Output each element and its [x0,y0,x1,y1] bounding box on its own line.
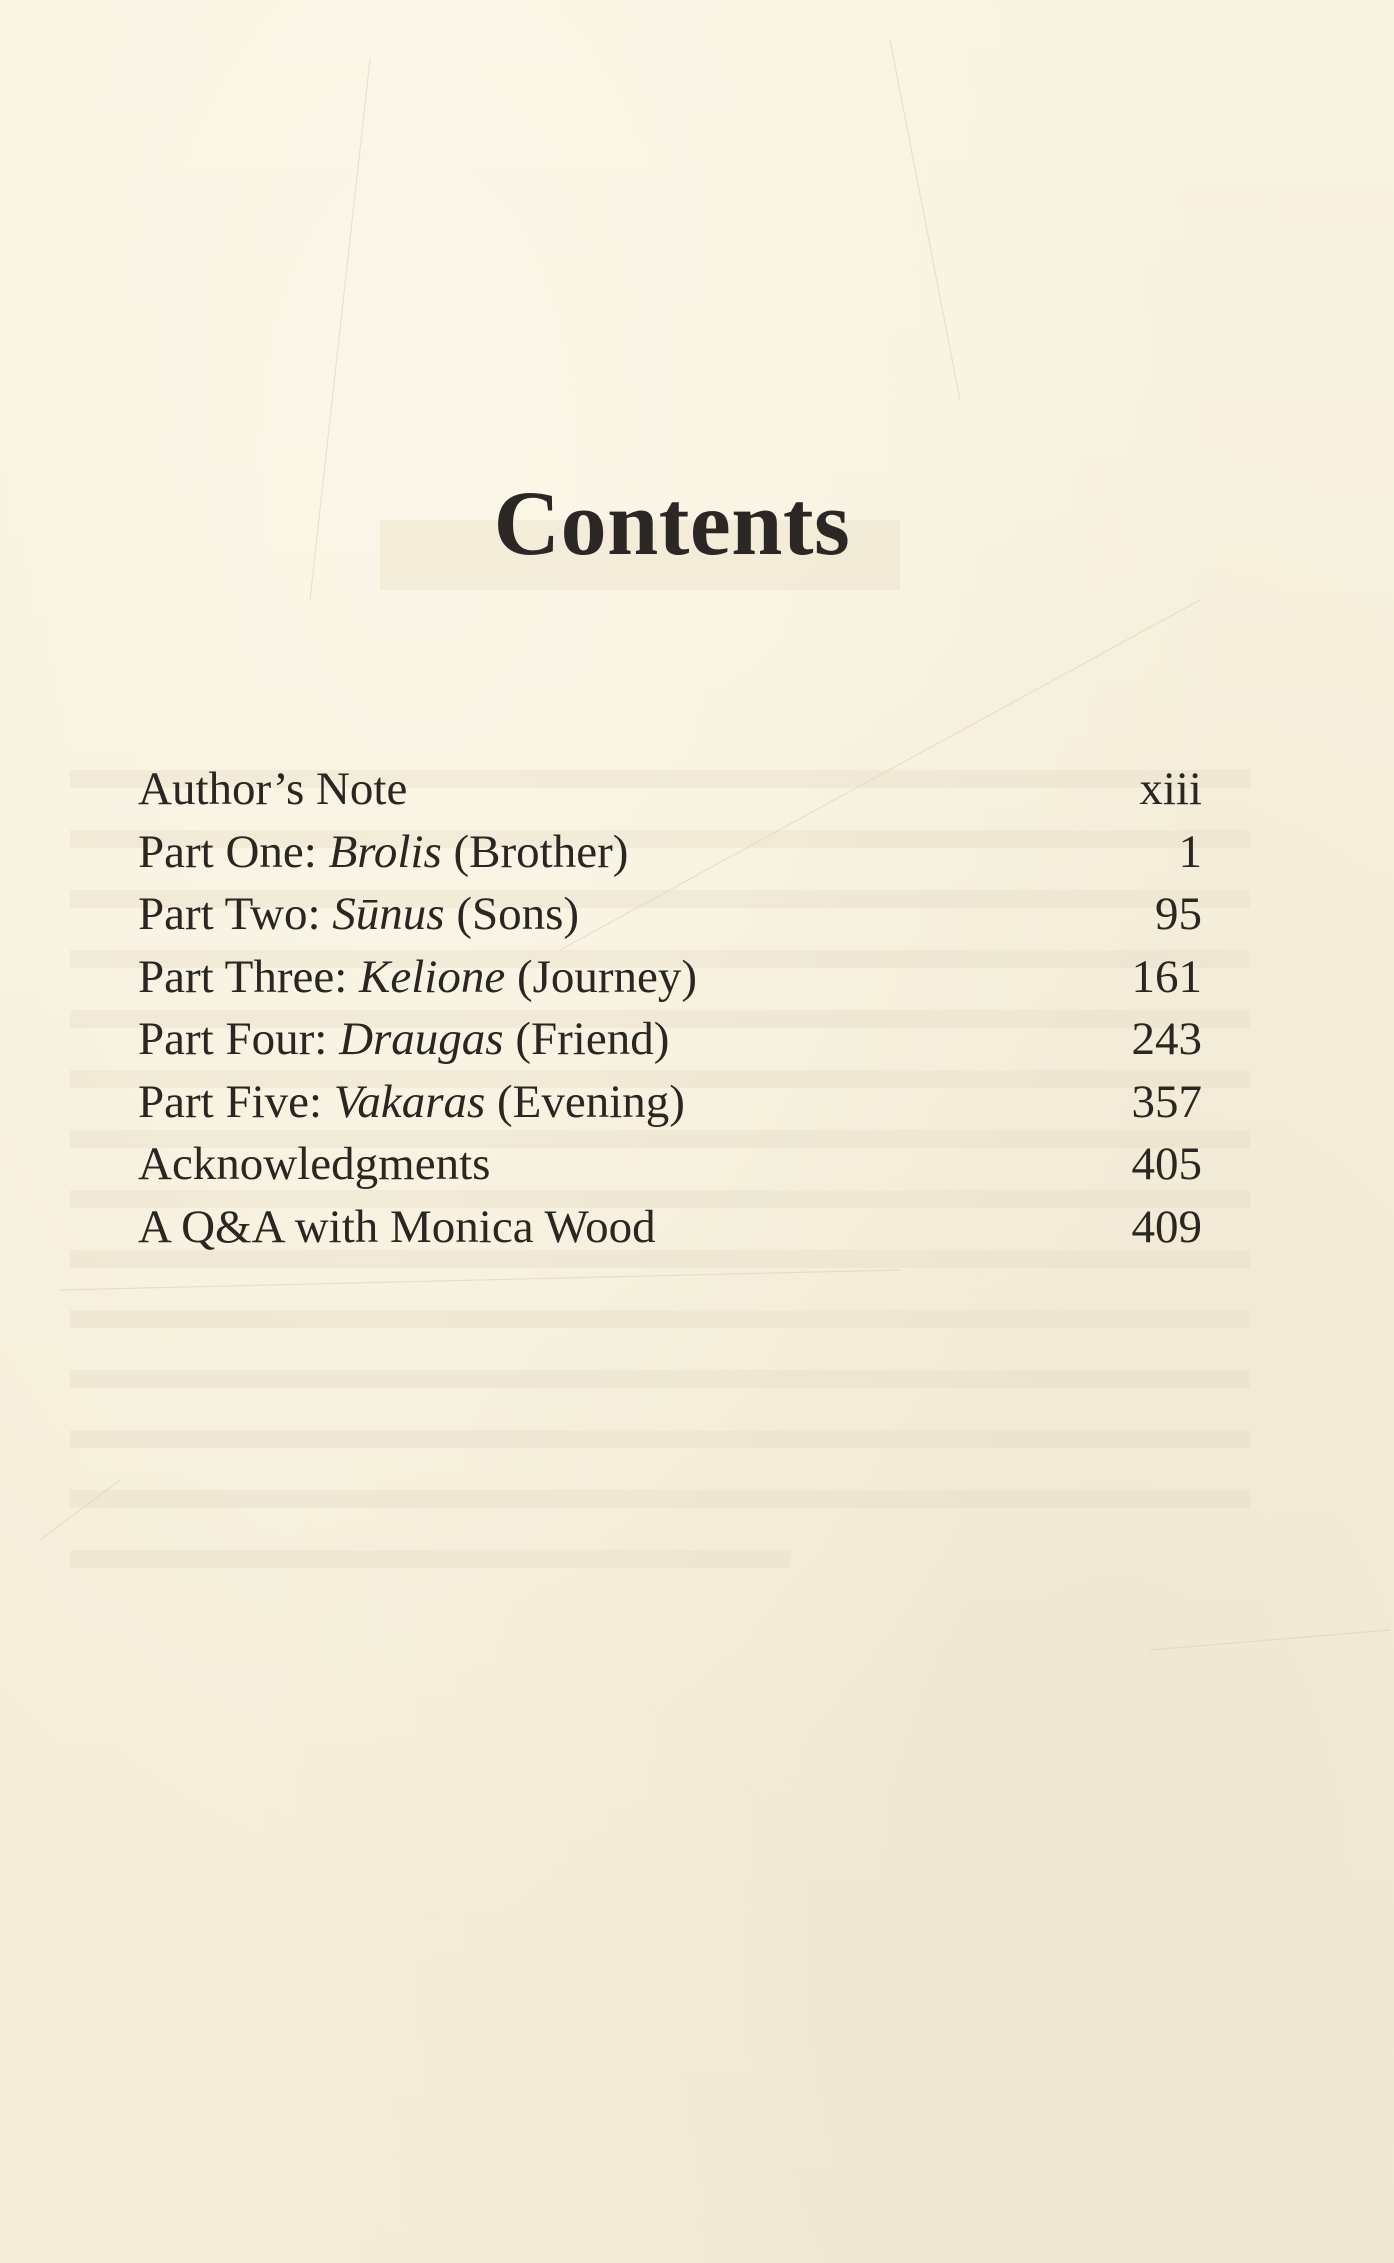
toc-entry-italic: Draugas [339,1013,504,1065]
toc-entry [138,758,407,821]
toc-entry-italic: Brolis [328,825,442,878]
toc-entry-suffix: (Friend) [503,1013,670,1065]
toc-entry [138,1133,490,1196]
toc-entry-italic: Sūnus [332,888,445,940]
toc-entry-prefix: Part Five: [138,1075,334,1128]
toc-entry-prefix: Part Three: [138,950,360,1003]
toc-page-number: 95 [1155,888,1202,940]
toc-row [138,946,1202,1009]
toc-row [138,758,1202,821]
toc-entry-suffix: (Brother) [441,825,629,878]
toc-page-number: 161 [1131,950,1202,1003]
toc-entry-suffix: (Journey) [505,950,698,1003]
toc-page-number: 243 [1131,1013,1202,1065]
toc-page-number: xiii [1139,763,1202,815]
toc-entry-prefix: Part Two: [138,888,333,940]
toc-entry [138,821,628,884]
toc-entry [138,883,579,946]
toc-row [138,821,1202,884]
page-title: Contents [493,472,851,574]
toc-row [138,1133,1202,1196]
toc-entry [138,1008,669,1071]
toc-entry-prefix: A Q&A with Monica Wood [138,1200,656,1253]
toc-entry [138,946,697,1009]
toc-entry-italic: Kelione [359,950,506,1003]
toc-page-number: 357 [1131,1075,1202,1128]
toc-row [138,1008,1202,1071]
toc-row [138,1196,1202,1259]
toc-entry [138,1071,685,1134]
toc-entry-suffix: (Evening) [485,1075,685,1128]
toc-page-number: 409 [1131,1200,1202,1253]
toc-row [138,883,1202,946]
toc-entry-prefix: Part Four: [138,1013,340,1065]
toc-entry-italic: Vakaras [333,1075,486,1128]
toc-entry-prefix: Acknowledgments [138,1138,491,1190]
toc-entry-suffix: (Sons) [444,888,580,940]
toc-entry-prefix: Part One: [138,825,329,878]
toc-entry-prefix: Author’s Note [138,763,408,815]
toc-page-number: 405 [1131,1138,1202,1190]
table-of-contents [138,758,1202,1258]
toc-row [138,1071,1202,1134]
toc-page-number: 1 [1178,825,1202,878]
toc-entry [138,1196,656,1259]
